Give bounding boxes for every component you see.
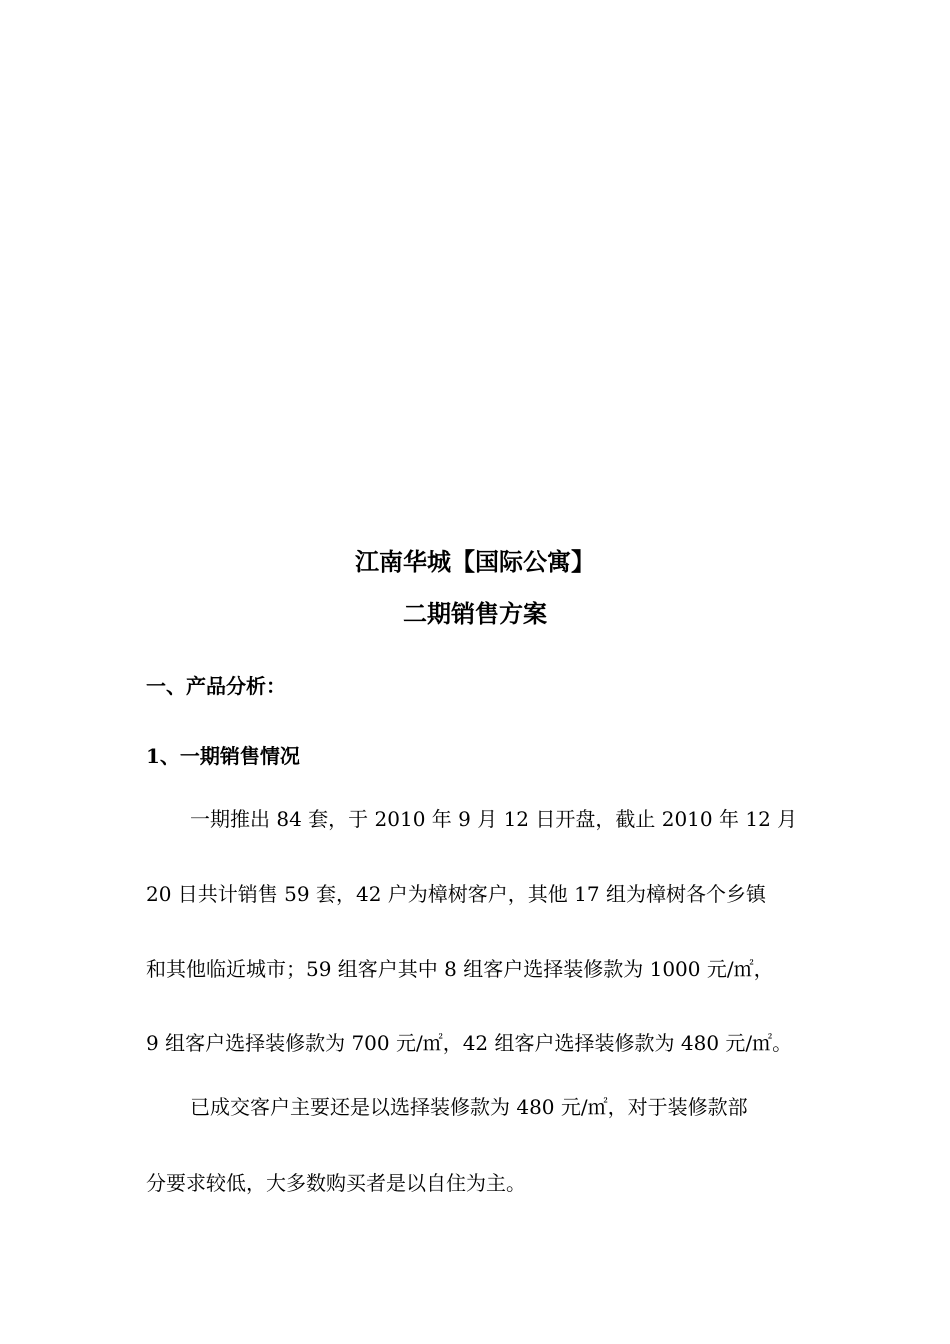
paragraph-2-line-1: 已成交客户主要还是以选择装修款为 480 元/㎡，对于装修款部	[190, 1095, 748, 1119]
subsection-heading-phase-one-sales: 1、一期销售情况	[146, 744, 300, 768]
paragraph-2-line-2: 分要求较低，大多数购买者是以自住为主。	[146, 1171, 526, 1195]
paragraph-1-line-1: 一期推出 84 套，于 2010 年 9 月 12 日开盘，截止 2010 年 12 月	[190, 807, 798, 831]
document-title-line-1: 江南华城【国际公寓】	[355, 547, 595, 576]
paragraph-1-line-3: 和其他临近城市；59 组客户其中 8 组客户选择装修款为 1000 元/㎡，	[146, 957, 774, 981]
paragraph-1-line-2: 20 日共计销售 59 套，42 户为樟树客户，其他 17 组为樟树各个乡镇	[146, 882, 766, 906]
section-heading-product-analysis: 一、产品分析：	[146, 674, 286, 698]
paragraph-1-line-4: 9 组客户选择装修款为 700 元/㎡，42 组客户选择装修款为 480 元/㎡。	[146, 1031, 793, 1055]
document-title-line-2: 二期销售方案	[403, 599, 547, 628]
